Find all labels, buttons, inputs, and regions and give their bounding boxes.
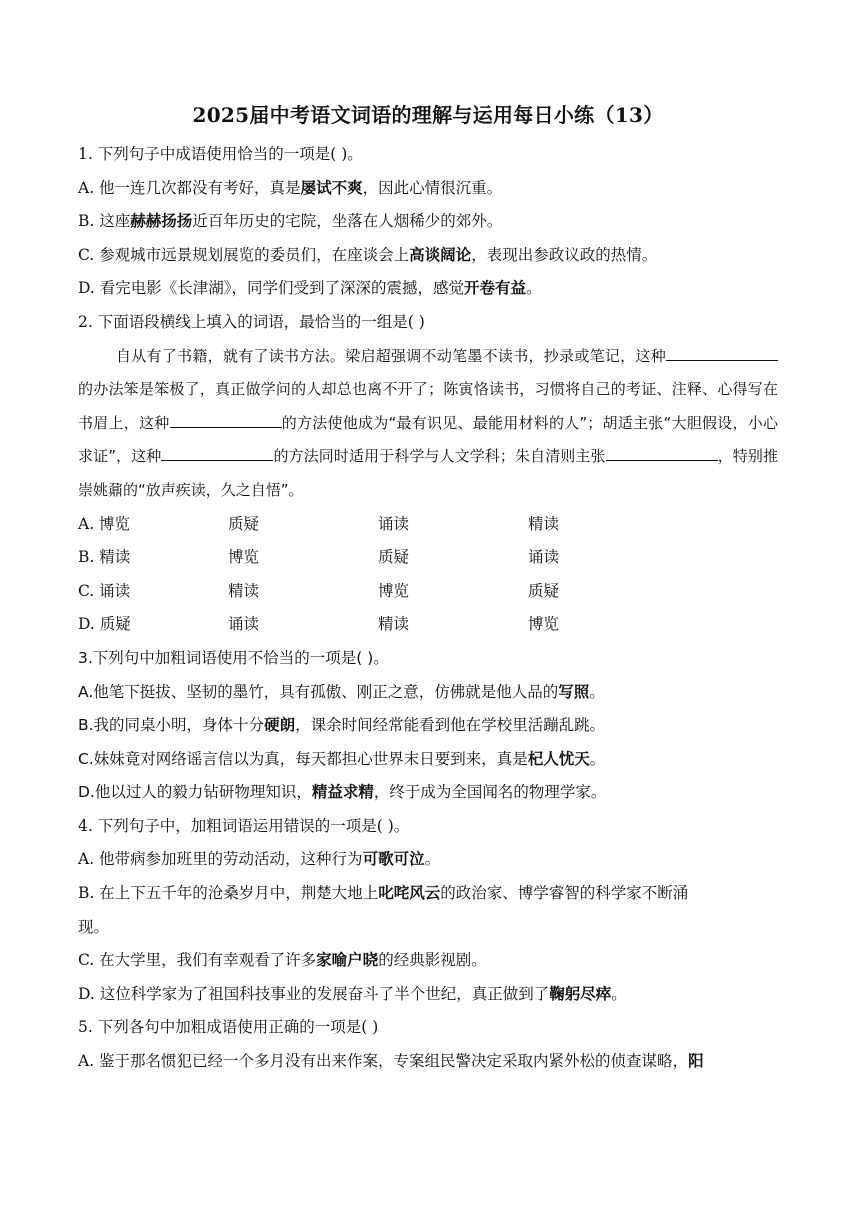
- bold-term: 鞠躬尽瘁: [549, 984, 612, 1003]
- page-title: 2025届中考语文词语的理解与运用每日小练（13）: [192, 103, 664, 127]
- q2-option-b: B. 精读 博览 质疑 诵读: [78, 548, 560, 567]
- q2-passage: 自从有了书籍，就有了读书方法。梁启超强调不动笔墨不读书，抄录或笔记，这种的办法笨是笨极了，真正做学问的人却总也离不开了；陈寅恪读书，习惯将自己的考证、注释、心得写在书眉上，这种 的方法使他成为“最有识见、最能用材料的人”；胡适主张“大胆假设，小心求证”，这种 的方法同时适用于科学与人文学科；朱自清则主张 ，特别推崇姚鼐的“放声疾读，久之自悟”。: [78, 340, 778, 508]
- q3-stem: 3.下列句中加粗词语使用不恰当的一项是( )。: [78, 648, 389, 667]
- q3-option-c: C.妹妹竟对网络谣言信以为真，每天都担心世界末日要到来，真是杞人忧天。: [78, 749, 606, 768]
- q1-option-c: C. 参观城市远景规划展览的委员们，在座谈会上高谈阔论，表现出参政议政的热情。: [78, 245, 658, 264]
- bold-term: 阳: [688, 1052, 704, 1071]
- q1-option-d: D. 看完电影《长津湖》，同学们受到了深深的震撼，感觉开卷有益。: [78, 279, 542, 298]
- fill-blank: [170, 411, 282, 428]
- bold-term: 硬朗: [264, 716, 296, 735]
- bold-term: 可歌可泣: [362, 850, 425, 869]
- q4-option-a: A. 他带病参加班里的劳动活动，这种行为可歌可泣。: [78, 850, 441, 869]
- bold-term: 赫赫扬扬: [130, 212, 193, 231]
- bold-term: 杞人忧天: [527, 749, 590, 768]
- q4-stem: 4. 下列句子中，加粗词语运用错误的一项是( )。: [78, 816, 410, 835]
- q5-option-a: A. 鉴于那名惯犯已经一个多月没有出来作案，专案组民警决定采取内紧外松的侦查谋略，阳: [78, 1052, 704, 1071]
- q4-option-b: B. 在上下五千年的沧桑岁月中，荆楚大地上叱咤风云的政治家、博学睿智的科学家不断涌: [78, 884, 689, 903]
- q5-stem: 5. 下列各句中加粗成语使用正确的一项是( ): [78, 1018, 379, 1037]
- q3-option-a: A.他笔下挺拔、坚韧的墨竹，具有孤傲、刚正之意，仿佛就是他人品的写照。: [78, 682, 605, 701]
- q2-stem: 2. 下面语段横线上填入的词语，最恰当的一组是( ): [78, 312, 425, 331]
- q4-option-b-continued: 现。: [78, 917, 110, 936]
- fill-blank: [606, 444, 718, 461]
- document-page: [78, 100, 778, 1079]
- q4-option-c: C. 在大学里，我们有幸观看了许多家喻户晓的经典影视剧。: [78, 951, 487, 970]
- bold-term: 写照: [558, 682, 590, 701]
- q3-option-b: B.我的同桌小明，身体十分硬朗，课余时间经常能看到他在学校里活蹦乱跳。: [78, 716, 606, 735]
- q1-option-a: A. 他一连几次都没有考好，真是屡试不爽，因此心情很沉重。: [78, 178, 503, 197]
- q1-stem: 1. 下列句子中成语使用恰当的一项是( )。: [78, 145, 363, 163]
- bold-term: 家喻户晓: [316, 951, 379, 970]
- q2-option-d: D. 质疑 诵读 精读 博览: [78, 615, 560, 634]
- q4-option-d: D. 这位科学家为了祖国科技事业的发展奋斗了半个世纪，真正做到了鞠躬尽瘁。: [78, 984, 627, 1003]
- bold-term: 开卷有益: [463, 279, 526, 298]
- bold-term: 精益求精: [311, 783, 374, 802]
- q2-option-a: A. 博览 质疑 诵读 精读: [78, 514, 560, 533]
- bold-term: 叱咤风云: [378, 884, 441, 903]
- bold-term: 高谈阔论: [409, 245, 472, 264]
- fill-blank: [666, 344, 778, 361]
- q2-option-c: C. 诵读 精读 博览 质疑: [78, 581, 560, 600]
- fill-blank: [161, 444, 273, 461]
- q3-option-d: D.他以过人的毅力钻研物理知识，精益求精，终于成为全国闻名的物理学家。: [78, 783, 607, 802]
- q1-option-b: B. 这座赫赫扬扬近百年历史的宅院，坐落在人烟稀少的郊外。: [78, 212, 503, 231]
- bold-term: 屡试不爽: [300, 178, 363, 197]
